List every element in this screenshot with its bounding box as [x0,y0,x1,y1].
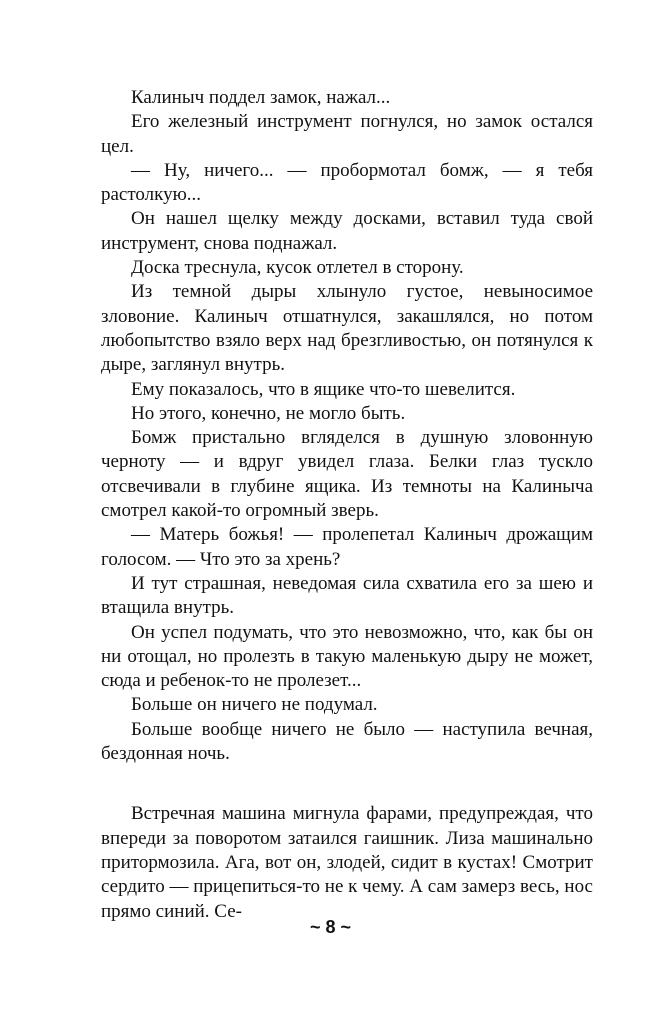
paragraph: Больше он ничего не подумал. [131,694,378,716]
paragraph: Он успел подумать, что это невозможно, что, как бы он ни отощал, но пролезть в такую маленькую дыру не может, сюда и ребенок-то не пролезет... [101,621,593,692]
paragraph: — Ну, ничего... — пробормотал бомж, — я тебя растолкую... [101,159,593,206]
paragraph: Из темной дыры хлынуло густое, невыносимое зловоние. Калиныч отшатнулся, закашлялся, но потом любопытство взяло верх над брезгливостью, он потянулся к дыре, заглянул внутрь. [101,281,593,376]
paragraph: Встречная машина мигнула фарами, предупреждая, что впереди за поворотом затаился гаишник. Лиза машинально притормозила. Ага, вот он, злодей, сидит в кустах! Смотрит сердито — прицепиться-то не к чему. А сам замерз весь, нос прямо синий. Се- [101,803,593,922]
paragraph: Больше вообще ничего не было — наступила вечная, бездонная ночь. [101,718,593,765]
paragraph: Доска треснула, кусок отлетел в сторону. [131,257,464,279]
paragraph: Его железный инструмент погнулся, но замок остался цел. [101,111,593,157]
book-page-text [101,86,593,924]
paragraph: Он нашел щелку между досками, вставил туда свой инструмент, снова поднажал. [101,208,593,254]
paragraph: Калиныч поддел замок, нажал... [131,87,391,108]
paragraph: — Матерь божья! — пролепетал Калиныч дрожащим голосом. — Что это за хрень? [101,524,593,570]
paragraph: Ему показалось, что в ящике что-то шевелится. [131,378,516,400]
paragraph: Бомж пристально вгляделся в душную зловонную черноту — и вдруг увидел глаза. Белки глаз тускло отсвечивали в глубине ящика. Из темноты на Калиныча смотрел какой-то огромный зверь. [101,427,593,522]
text-section-1 [101,86,593,766]
paragraph: Но этого, конечно, не могло быть. [131,402,406,424]
text-section-2 [101,802,593,923]
section-break [101,766,593,802]
paragraph: И тут страшная, неведомая сила схватила его за шею и втащила внутрь. [101,572,593,619]
page-number: ~ 8 ~ [309,917,352,937]
